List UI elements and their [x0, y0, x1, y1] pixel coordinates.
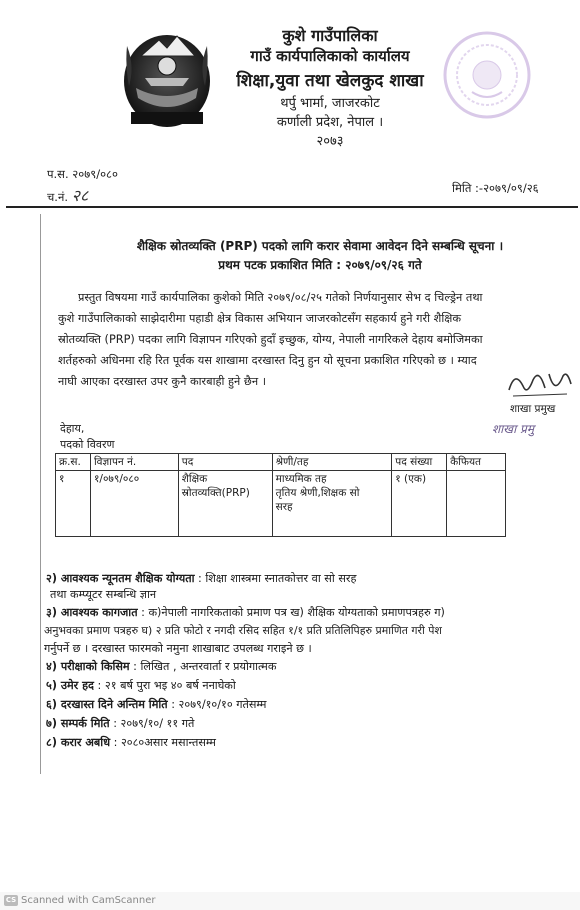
cell-post: [178, 471, 272, 537]
column-header: विज्ञापन नं.: [90, 454, 178, 471]
cell-level: [272, 471, 392, 537]
requirement-documents-cont: अनुभवका प्रमाण पत्रहरु घ) २ प्रति फोटो र नगदी रसिद सहित १/१ प्रति प्रतिलिपिहरु प्रमाणित गरी पेश: [44, 624, 442, 637]
requirement-label: २) आवश्यक न्यूनतम शैक्षिक योग्यता: [46, 572, 195, 585]
requirement-text: : लिखित , अन्तरवार्ता र प्रयोगात्मक: [129, 660, 277, 673]
requirement-label: ७) सम्पर्क मिति: [46, 717, 110, 730]
paragraph-line: स्रोतव्यक्ति (PRP) पदका लागि विज्ञापन गरिएको हुदाँ इच्छुक, योग्य, नेपाली नागरिकले देहाय बमोजिमका: [58, 333, 483, 346]
reference-ps: प.स. २०७९/०८०: [47, 167, 119, 181]
notice-title: शैक्षिक स्रोतव्यक्ति (PRP) पदको लागि करार सेवामा आवेदन दिने सम्बन्धि सूचना ।: [136, 239, 504, 253]
level-line: तृतिय श्रेणी,शिक्षक सो: [275, 487, 360, 499]
handwritten-signature: [505, 366, 575, 404]
column-header: श्रेणी/तह: [272, 454, 392, 471]
table-caption: पदको विवरण: [60, 438, 115, 451]
section-head-stamp: शाखा प्रमु: [492, 422, 535, 436]
requirement-text: : २०८०असार मसान्तसम्म: [110, 736, 216, 749]
address-line: थर्पु भार्मा, जाजरकोट: [280, 96, 380, 111]
office-seal-stamp: [442, 30, 532, 120]
requirement-qualification-cont: तथा कम्प्यूटर सम्बन्धि ज्ञान: [50, 588, 157, 601]
post-line: शैक्षिक: [181, 473, 208, 485]
province-line: कर्णाली प्रदेश, नेपाल ।: [276, 115, 384, 130]
office-name: गाउँ कार्यपालिकाको कार्यालय: [250, 47, 410, 65]
post-line: स्रोतव्यक्ति(PRP): [181, 487, 250, 499]
level-line: माध्यमिक तह: [275, 473, 327, 485]
column-header: पद: [178, 454, 272, 471]
requirement-label: ५) उमेर हद: [46, 679, 94, 692]
dispatch-number: [47, 184, 88, 206]
requirement-documents-cont: गर्नुपर्ने छ । दरखास्त फारमको नमुना शाखाबाट उपलब्ध गराइने छ ।: [44, 642, 312, 655]
signature-role: शाखा प्रमुख: [510, 403, 556, 415]
level-line: सरह: [275, 501, 293, 513]
requirement-label: ३) आवश्यक कागजात: [46, 606, 138, 619]
requirement-text: : क)नेपाली नागरिकताको प्रमाण पत्र ख) शैक्षिक योग्यताको प्रमाणपत्रहरु ग): [137, 606, 445, 619]
header-divider: [6, 206, 578, 208]
cell-adv-number: १/०७९/०८०: [90, 471, 178, 537]
requirement-deadline: [46, 697, 576, 712]
requirement-text: : २०७९/१०/ ११ गते: [109, 717, 195, 730]
paragraph-line: नाघी आएका दरखास्त उपर कुनै कारबाही हुने छैन ।: [58, 375, 266, 388]
scanner-watermark: [0, 892, 580, 910]
details-intro: देहाय,: [60, 422, 85, 435]
section-name: शिक्षा,युवा तथा खेलकुद शाखा: [236, 71, 424, 91]
requirement-qualification: [46, 571, 576, 586]
requirement-documents: [46, 605, 576, 620]
cell-serial: १: [56, 471, 91, 537]
notice-paragraph: [58, 287, 558, 392]
established-year: २०७३: [316, 134, 344, 149]
table-header-row: [56, 454, 506, 471]
cell-remarks: [447, 471, 506, 537]
cell-count: १ (एक): [392, 471, 447, 537]
camscanner-logo-icon: CS: [5, 896, 17, 904]
column-header: क्र.स.: [56, 454, 91, 471]
requirement-text: : शिक्षा शास्त्रमा स्नातकोत्तर वा सो सरह: [194, 572, 357, 585]
notice-subtitle: प्रथम पटक प्रकाशित मिति : २०७९/०९/२६ गते: [218, 258, 422, 272]
requirement-text: : २०७९/१०/१० गतेसम्म: [167, 698, 267, 711]
paragraph-line: शर्तहरुको अधिनमा रहि रित पूर्वक यस शाखामा दरखास्त दिनु हुन यो सूचना प्रकाशित गरिएको छ । म्याद: [58, 354, 477, 367]
post-details-table: [55, 453, 506, 537]
requirement-label: ६) दरखास्त दिने अन्तिम मिति: [46, 698, 168, 711]
dispatch-label: च.नं.: [47, 190, 68, 204]
paragraph-line: कुशे गाउँपालिकाको साझेदारीमा पहाडी क्षेत्र विकास अभियान जाजरकोटसँग सहकार्य हुने गरी शैक्षिक: [58, 312, 462, 325]
requirement-label: ४) परीक्षाको किसिम: [46, 660, 130, 673]
requirement-contract-period: [46, 735, 576, 750]
requirement-age-limit: [46, 678, 576, 693]
municipality-name: कुशे गाउँपालिका: [282, 26, 378, 45]
column-header: कैफियत: [447, 454, 506, 471]
requirement-contact-date: [46, 716, 576, 731]
requirement-text: : २१ बर्ष पुरा भइ ४० बर्ष ननाघेको: [94, 679, 236, 692]
margin-line: [40, 214, 41, 774]
table-row: [56, 471, 506, 537]
requirement-exam-type: [46, 659, 576, 674]
paragraph-line: प्रस्तुत विषयमा गाउँ कार्यपालिका कुशेको मिति २०७९/०८/२५ गतेको निर्णयानुसार सेभ द चिल्ड्रेन तथा: [78, 291, 483, 304]
letter-date: मिति :-२०७९/०९/२६: [452, 181, 539, 195]
watermark-text: Scanned with CamScanner: [21, 895, 156, 906]
requirement-label: ८) करार अबधि: [46, 736, 111, 749]
dispatch-value: २८: [71, 186, 89, 205]
column-header: पद संख्या: [392, 454, 447, 471]
